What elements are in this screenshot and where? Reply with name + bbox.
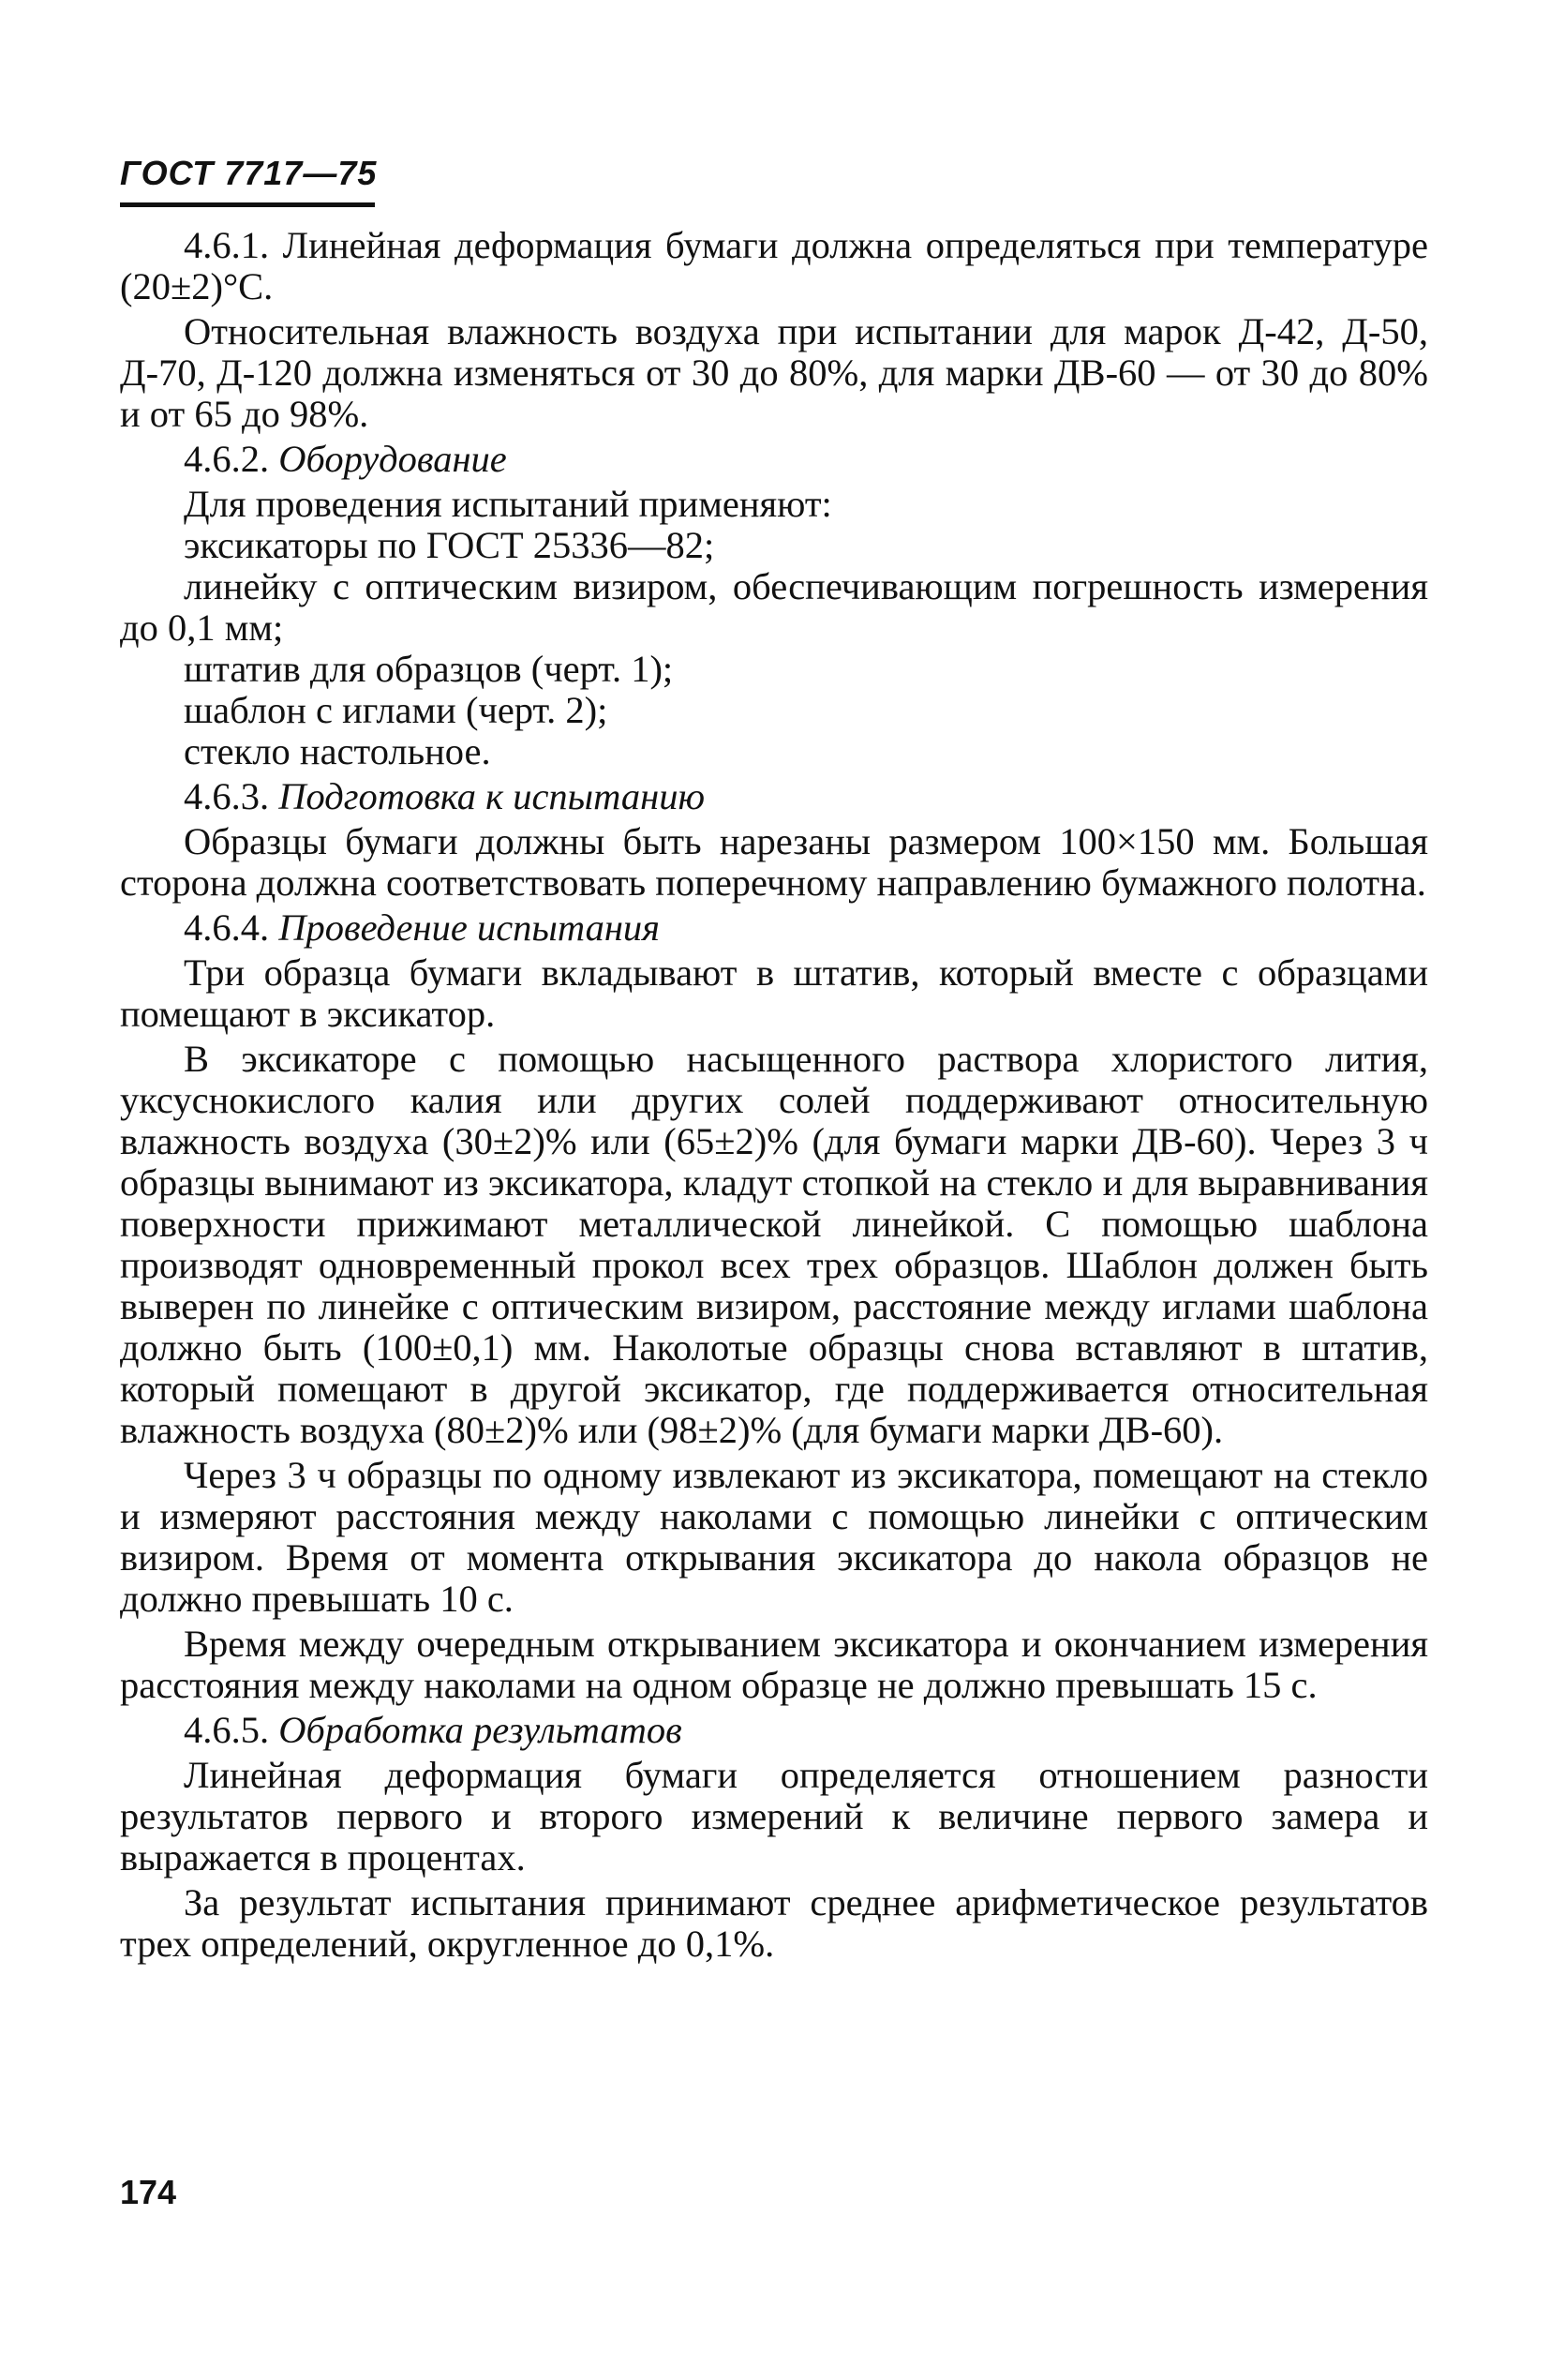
paragraph-procedure-main: В эксикаторе с помощью насыщенного раствора хлористого лития, уксуснокислого калия или других солей поддерживают относительную влажность воздуха (30±2)% или (65±2)% (для бумаги марки ДВ-60). Через 3 ч образцы вынимают из эксикатора, кладут стопкой на стекло и для выравнивания поверхности прижимают металлической линейкой. С помощью шаблона производят одновременный прокол всех трех образцов. Шаблон должен быть выверен по линейке с оптическим визиром, расстояние между иглами шаблона должно быть (100±0,1) мм. Наколотые образцы снова вставляют в штатив, который помещают в другой эксикатор, где поддерживается относительная влажность воздуха (80±2)% или (98±2)% (для бумаги марки ДВ-60). [120, 1038, 1428, 1451]
document-header: ГОСТ 7717—75 [120, 154, 378, 192]
section-heading-equipment [120, 439, 1428, 480]
paragraph-procedure-measure: Через 3 ч образцы по одному извлекают из эксикатора, помещают на стекло и измеряют расстояния между наколами с помощью линейки с оптическим визиром. Время от момента открывания эксикатора до накола образцов не должно превышать 10 с. [120, 1454, 1428, 1620]
section-heading-results [120, 1710, 1428, 1751]
paragraph-procedure-time: Время между очередным открыванием эксикатора и окончанием измерения расстояния между наколами на одном образце не должно превышать 15 с. [120, 1623, 1428, 1706]
equipment-item: стекло настольное. [184, 730, 491, 772]
paragraph-sample-size: Образцы бумаги должны быть нарезаны размером 100×150 мм. Большая сторона должна соответствовать поперечному направлению бумажного полотна. [120, 820, 1428, 904]
paragraph-4-6-1: 4.6.1. Линейная деформация бумаги должна определяться при температуре (20±2)°С. [120, 224, 1428, 307]
document-body [120, 225, 1428, 1968]
section-title: Подготовка к испытанию [278, 775, 706, 817]
paragraph-procedure-start: Три образца бумаги вкладывают в штатив, который вместе с образцами помещают в эксикатор. [120, 951, 1428, 1035]
section-heading-preparation [120, 776, 1428, 817]
paragraph-results-definition: Линейная деформация бумаги определяется отношением разности результатов первого и второго измерений к величине первого замера и выражается в процентах. [120, 1754, 1428, 1879]
equipment-item: штатив для образцов (черт. 1); [184, 648, 674, 690]
equipment-item: шаблон с иглами (черт. 2); [184, 689, 608, 731]
header-rule [120, 202, 375, 207]
page-number: 174 [120, 2173, 177, 2211]
section-heading-procedure [120, 907, 1428, 949]
section-number: 4.6.2. [184, 438, 270, 480]
paragraph-humidity: Относительная влажность воздуха при испытании для марок Д-42, Д-50, Д-70, Д-120 должна изменяться от 30 до 80%, для марки ДВ-60 — от 30 до 80% и от 65 до 98%. [120, 310, 1428, 435]
equipment-item: линейку с оптическим визиром, обеспечивающим погрешность измерения до 0,1 мм; [120, 565, 1428, 649]
section-title: Оборудование [278, 438, 507, 480]
equipment-item: эксикаторы по ГОСТ 25336—82; [184, 524, 715, 566]
section-number: 4.6.3. [184, 775, 270, 817]
section-title: Обработка результатов [278, 1709, 682, 1751]
paragraph-results-average: За результат испытания принимают среднее арифметическое результатов трех определений, округленное до 0,1%. [120, 1881, 1428, 1965]
paragraph-equipment-intro: Для проведения испытаний применяют: [184, 483, 832, 525]
section-number: 4.6.4. [184, 906, 270, 949]
section-title: Проведение испытания [278, 906, 661, 949]
section-number: 4.6.5. [184, 1709, 270, 1751]
